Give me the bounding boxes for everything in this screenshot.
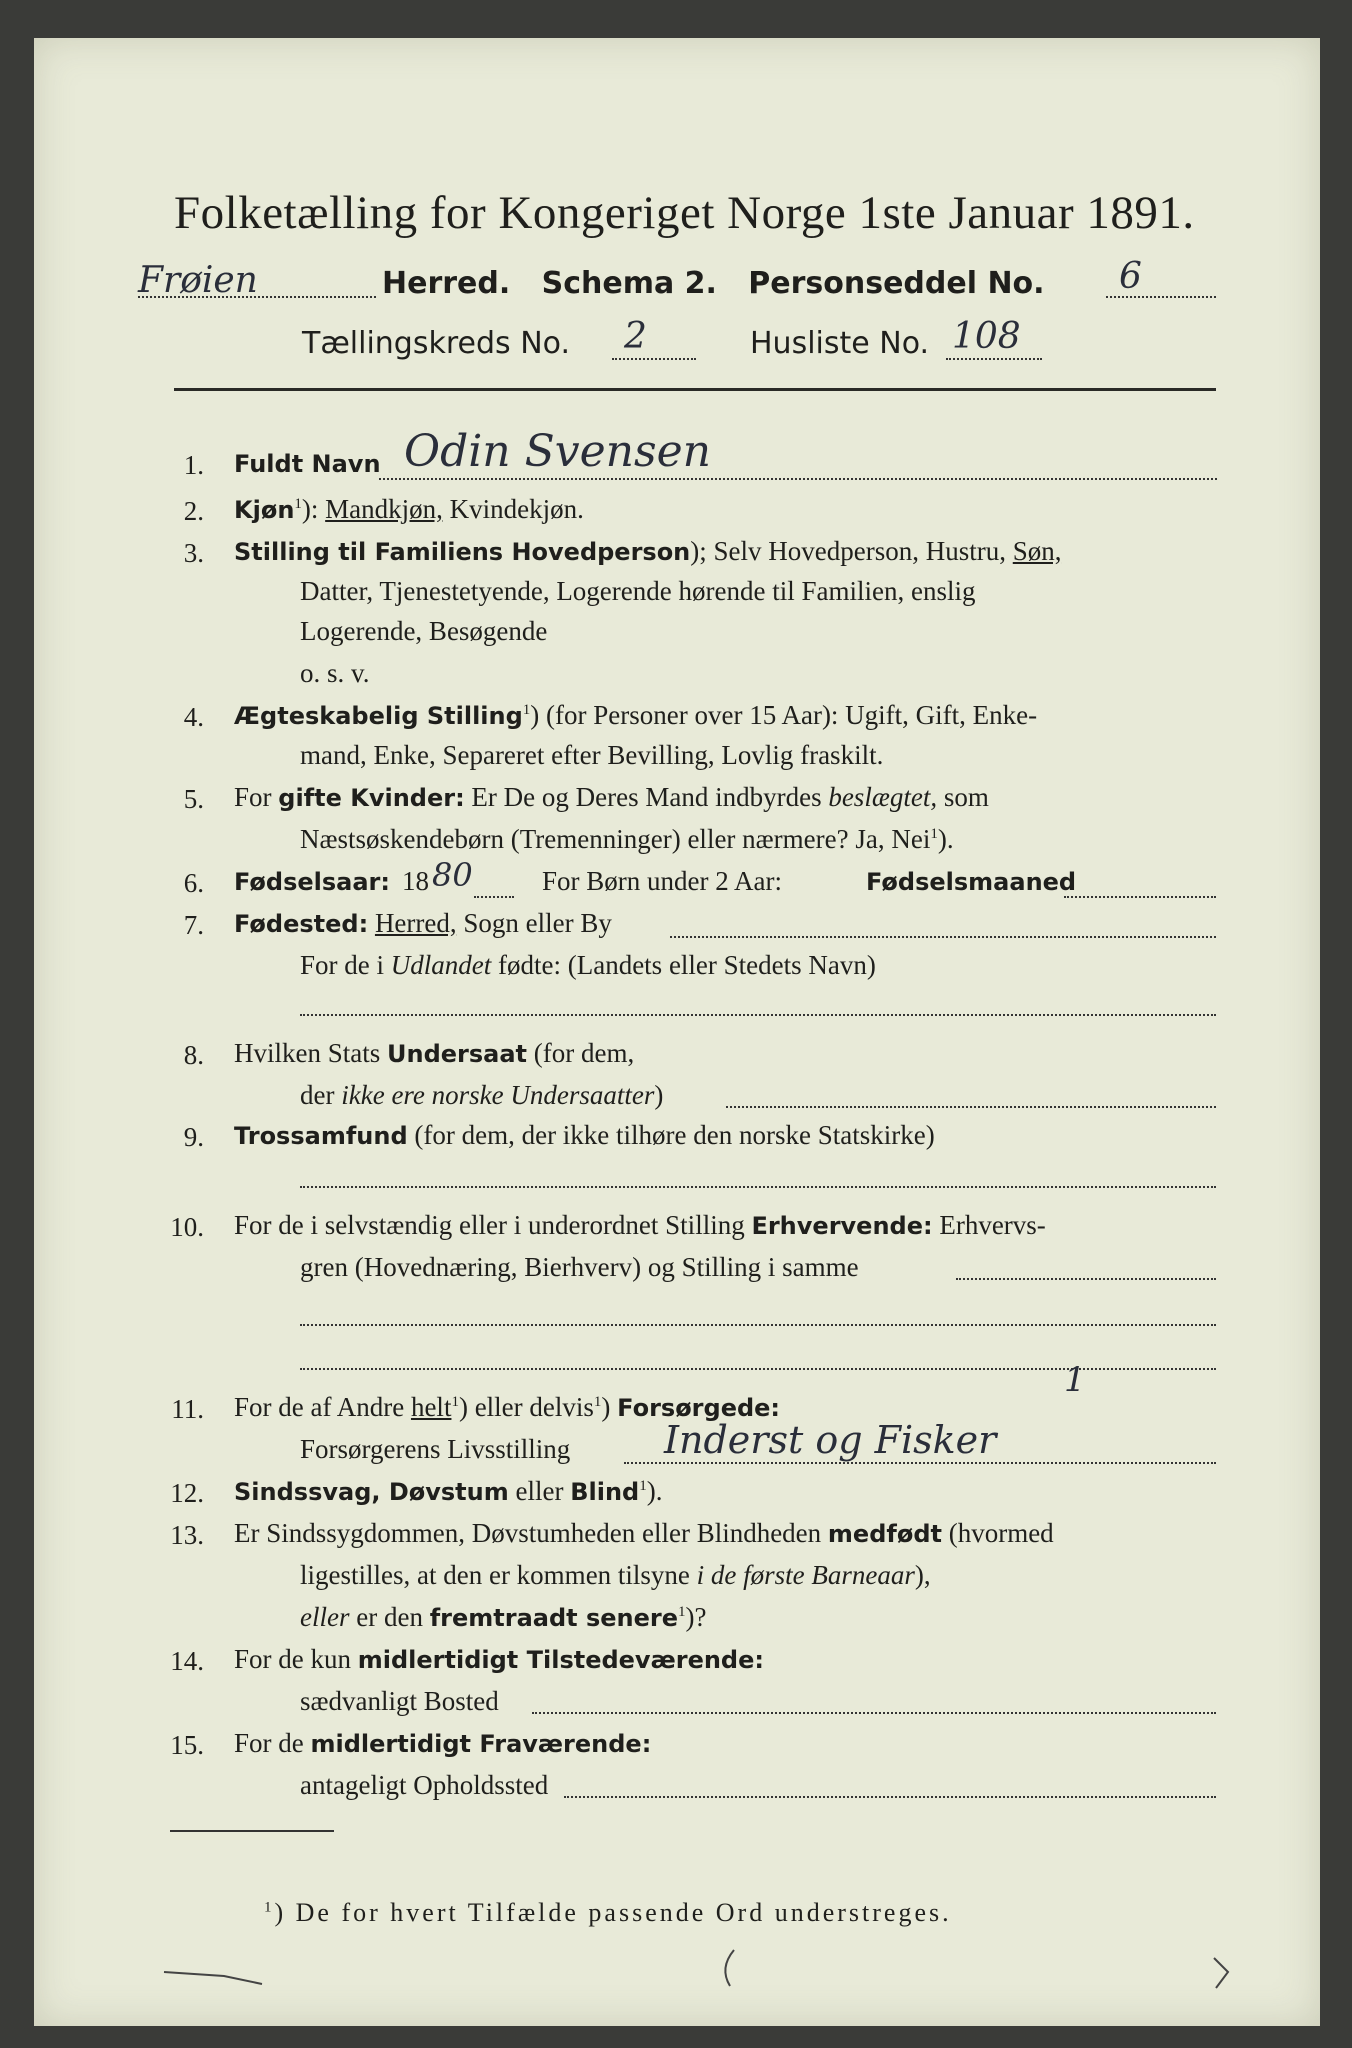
- q3-line2: Datter, Tjenestetyende, Logerende hørende til Familien, enslig: [300, 576, 976, 606]
- q14-pre: For de kun: [234, 1644, 358, 1674]
- herred-value: Frøien: [138, 260, 258, 301]
- margin-marks: [134, 1938, 1254, 1998]
- q8-line2-italic: ikke ere norske Undersaatter: [341, 1080, 655, 1110]
- q2-label: Kjøn: [234, 496, 295, 524]
- kreds-dotline: [612, 358, 696, 360]
- husliste-dotline: [946, 358, 1042, 360]
- q13-label: medfødt: [827, 1520, 942, 1548]
- q6-dotline: [1064, 896, 1216, 898]
- q3-number: 3.: [183, 538, 204, 568]
- q10-dotline1: [956, 1278, 1216, 1280]
- husliste-value: 108: [952, 316, 1021, 357]
- q8-line1: (for dem,: [527, 1038, 635, 1068]
- q6-year-dotline: [474, 896, 514, 898]
- q15-pre: For de: [234, 1728, 311, 1758]
- q11-value: Inderst og Fisker: [664, 1418, 997, 1462]
- q7-option-herred: Herred,: [374, 908, 457, 938]
- q3-label: Stilling til Familiens Hovedperson: [234, 538, 691, 566]
- q13-line3: er den: [349, 1602, 430, 1632]
- q6-year-value: 80: [432, 856, 473, 894]
- q11-line1-end: ): [601, 1392, 618, 1422]
- q10-line1: For de i selvstændig eller i underordnet Stilling: [234, 1210, 752, 1240]
- q12-number: 12.: [170, 1478, 204, 1508]
- q5-label: gifte Kvinder:: [278, 784, 465, 812]
- q12-mid: eller: [508, 1476, 571, 1506]
- q3-option-son: Søn,: [1012, 536, 1062, 566]
- q7-line2: For de i: [300, 950, 391, 980]
- kreds-label: Tællingskreds No.: [302, 326, 570, 361]
- q15-label: midlertidigt Fraværende:: [310, 1730, 652, 1758]
- q13-label2: fremtraadt senere: [429, 1604, 679, 1632]
- q3-line4: o. s. v.: [300, 658, 370, 688]
- q5-pre: For: [234, 782, 279, 812]
- footnote-sup: 1: [264, 1899, 275, 1916]
- q15-dotline: [564, 1796, 1216, 1798]
- header-divider: [174, 388, 1216, 391]
- q1-dotline: [379, 478, 1217, 480]
- q6-year-prefix: 18: [402, 866, 429, 896]
- q2-text: ):: [301, 494, 326, 524]
- q13-line1: Er Sindssygdommen, Døvstumheden eller Blindheden: [234, 1518, 828, 1548]
- q11-line1-mid: ) eller delvis: [458, 1392, 594, 1422]
- footnote-rule: [170, 1830, 334, 1832]
- q13-line2-italic: i de første Barneaar: [696, 1560, 915, 1590]
- q14-dotline: [532, 1712, 1216, 1714]
- q8-line2: der: [300, 1080, 342, 1110]
- q10-label: Erhvervende:: [751, 1212, 933, 1240]
- q1-label: Fuldt Navn: [234, 450, 381, 478]
- q15-number: 15.: [170, 1730, 204, 1760]
- q13-line2-end: ),: [914, 1560, 931, 1590]
- q1-name-value: Odin Svensen: [404, 426, 711, 477]
- q4-line1: ) (for Personer over 15 Aar): Ugift, Gift, Enke-: [530, 700, 1038, 730]
- q12-label2: Blind: [570, 1478, 640, 1506]
- herred-label: Herred.: [382, 266, 511, 301]
- q5-line1-italic: beslægtet,: [828, 782, 938, 812]
- q11-option-helt: helt: [410, 1392, 452, 1422]
- q11-line2: Forsørgerens Livsstilling: [300, 1434, 571, 1464]
- q11-line1: For de af Andre: [234, 1392, 411, 1422]
- q8-number: 8.: [183, 1040, 204, 1070]
- q10-line2: gren (Hovednæring, Bierhverv) og Stilling i samme: [300, 1252, 859, 1282]
- q6-label: Fødselsaar:: [234, 868, 390, 896]
- q2-number: 2.: [183, 496, 204, 526]
- q7-rest: Sogn eller By: [456, 908, 612, 938]
- q4-line2: mand, Enke, Separeret efter Bevilling, Lovlig fraskilt.: [300, 740, 884, 770]
- q5-number: 5.: [183, 784, 204, 814]
- q9-label: Trossamfund: [234, 1122, 408, 1150]
- q4-number: 4.: [183, 702, 204, 732]
- q6-label2: Fødselsmaaned: [866, 868, 1077, 896]
- q2-option-mandkjon: Mandkjøn,: [325, 494, 443, 524]
- q8-line2-end: ): [654, 1080, 664, 1110]
- q7-line2-end: fødte: (Landets eller Stedets Navn): [491, 950, 876, 980]
- q2-option-kvindekjon: Kvindekjøn.: [442, 494, 584, 524]
- q5-line1: Er De og Deres Mand indbyrdes: [464, 782, 829, 812]
- q13-line3-end: )?: [685, 1602, 707, 1632]
- q9-line1: (for dem, der ikke tilhøre den norske Statskirke): [407, 1120, 935, 1150]
- q11-mark: 1: [1064, 1360, 1086, 1400]
- q7-number: 7.: [183, 910, 204, 940]
- q6-mid: For Børn under 2 Aar:: [542, 866, 782, 896]
- personseddel-label: Personseddel No.: [748, 266, 1045, 301]
- q8-pre: Hvilken Stats: [234, 1038, 387, 1068]
- q7-dotline2: [300, 1014, 1216, 1016]
- q4-label: Ægteskabelig Stilling: [234, 702, 523, 730]
- q13-line3-italic: eller: [300, 1602, 350, 1632]
- schema-label: Schema 2.: [541, 266, 717, 301]
- q10-dotline2: [300, 1324, 1216, 1326]
- q5-line2: Næstsøskendebørn (Tremenninger) eller nærmere? Ja, Nei: [300, 824, 931, 854]
- q5-line1-end: som: [937, 782, 989, 812]
- q8-label: Undersaat: [387, 1040, 528, 1068]
- husliste-label: Husliste No.: [750, 326, 930, 361]
- kreds-value: 2: [624, 316, 647, 357]
- q6-number: 6.: [183, 868, 204, 898]
- q11-number: 11.: [171, 1394, 204, 1424]
- q7-line2-italic: Udlandet: [390, 950, 492, 980]
- census-form: Folketælling for Kongeriget Norge 1ste Januar 1891. Frøien Herred. Schema 2. Personseddel No. 6 Tællingskreds No. 2 Husliste No. 108 1. Fuldt Navn Odin Svensen 2. Kjøn$^1$): Mandkjøn, Kvindekjøn. 3. Stilling til Familiens Hovedperson); Selv Hovedperson, Hustru, Søn, Datter, Tjenestetyende, Logerende hørende til Familien, enslig Logerende, Besøgende o. s. v. 4. Ægteskabelig Stilling$^1$) (for Personer over 15 Aar): Ugift, Gift, Enke- mand, Enke, Separeret efter Bevilling, Lovlig fraskilt. 5. For gifte Kvinder: Er De og Deres Mand indbyrdes beslægtet, som Næstsøskendebørn (Tremenninger) eller nærmere? Ja, Nei$^1$). 6. Fødselsaar: 18 80 For Børn under 2 Aar: Fødselsmaaned 7. Fødested: Herred, Sogn eller By For de i Udlandet fødte: (Landets eller Stedets Navn) 8. Hvilken Stats Undersaat (for dem, der ikke ere norske Undersaatter) 9. Trossamfund (for dem, der ikke tilhøre den norske Statskirke) 10. For de i selvstændig eller i underordnet Stilling Erhvervende: Erhvervs- gren (Hovednæring, Bierhverv) og Stilling i samme 11. For de af Andre helt$^1$) eller delvis$^1$) Forsørgede: 1 Forsørgerens Livsstilling Inderst og Fisker 12. Sindssvag, Døvstum eller Blind$^1$). 13. Er Sindssygdommen, Døvstumheden eller Blindheden medfødt (hvormed ligestilles, at den er kommen tilsyne i de første Barneaar), eller er den fremtraadt senere$^1$)? 14. For de kun midlertidigt Tilstedeværende: sædvanligt Bosted 15. For de midlertidigt Fraværende: antageligt Opholdssted $^1$) De for hvert Tilfælde passende Ord understreges.: [34, 38, 1320, 2026]
- herred-dotline: [138, 296, 376, 298]
- q14-line2: sædvanligt Bosted: [300, 1686, 499, 1716]
- personseddel-value: 6: [1119, 256, 1142, 297]
- q2-sup: 1: [294, 496, 302, 512]
- q11-dotline: [624, 1462, 1216, 1464]
- q13-line2: ligestilles, at den er kommen tilsyne: [300, 1560, 697, 1590]
- q13-number: 13.: [170, 1520, 204, 1550]
- q7-label: Fødested:: [234, 910, 369, 938]
- q9-number: 9.: [183, 1122, 204, 1152]
- q10-number: 10.: [170, 1212, 204, 1242]
- q3-line3: Logerende, Besøgende: [300, 616, 548, 646]
- q1-number: 1.: [183, 450, 204, 480]
- q7-dotline: [670, 936, 1216, 938]
- personseddel-dotline: [1106, 296, 1216, 298]
- q13-line1-end: (hvormed: [941, 1518, 1054, 1548]
- q14-number: 14.: [170, 1646, 204, 1676]
- q12-end: ).: [646, 1476, 663, 1506]
- q9-dotline: [300, 1186, 1216, 1188]
- q8-dotline: [726, 1106, 1216, 1108]
- form-title: Folketælling for Kongeriget Norge 1ste Januar 1891.: [174, 187, 1195, 239]
- q10-line1-end: Erhvervs-: [932, 1210, 1046, 1240]
- q15-line2: antageligt Opholdssted: [300, 1770, 549, 1800]
- q12-label: Sindssvag, Døvstum: [234, 1478, 509, 1506]
- footnote-text: ) De for hvert Tilfælde passende Ord understreges.: [274, 1898, 952, 1927]
- q11-label: Forsørgede:: [617, 1394, 781, 1422]
- q14-label: midlertidigt Tilstedeværende:: [357, 1646, 764, 1674]
- q3-line1: ); Selv Hovedperson, Hustru,: [690, 536, 1013, 566]
